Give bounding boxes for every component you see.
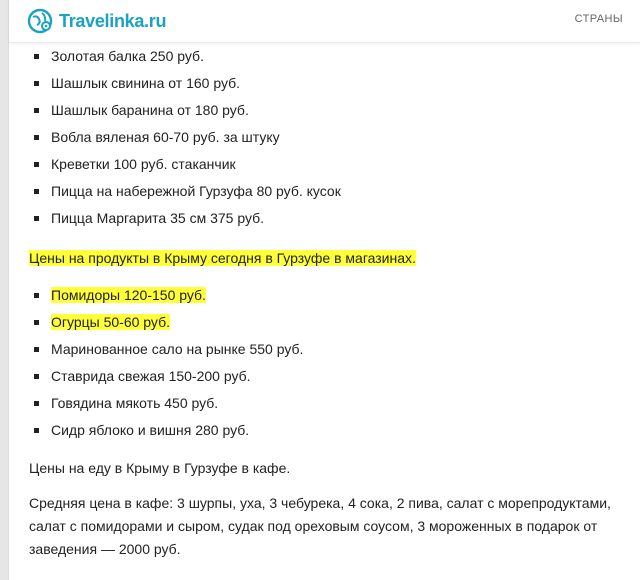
list-item: Маринованное сало на рынке 550 руб. (29, 336, 629, 363)
street-food-prices-list (29, 43, 629, 232)
list-item: Пицца на набережной Гурзуфа 80 руб. кусок (29, 178, 629, 205)
list-item: Золотая балка 250 руб. (29, 43, 629, 70)
shop-prices-list (29, 282, 629, 444)
shop-prices-heading (29, 248, 629, 268)
site-logo[interactable] (27, 5, 166, 37)
article-content (29, 43, 629, 561)
list-item: Вобла вяленая 60-70 руб. за штуку (29, 124, 629, 151)
highlighted-text: Огурцы 50-60 руб. (51, 314, 170, 330)
logo-text: Travelinka.ru (59, 10, 167, 31)
list-item: Шашлык баранина от 180 руб. (29, 97, 629, 124)
list-item: Шашлык свинина от 160 руб. (29, 70, 629, 97)
highlighted-text: Помидоры 120-150 руб. (51, 287, 206, 303)
average-cafe-price-paragraph: Средняя цена в кафе: 3 шурпы, уха, 3 чебурека, 4 сока, 2 пива, салат с морепродуктами, салат с помидорами и сыром, судак под ореховым соусом, 3 мороженных в подарок от заведения — 2000 руб. (29, 495, 611, 557)
highlighted-text: Цены на продукты в Крыму сегодня в Гурзуфе в магазинах. (29, 250, 416, 266)
list-item: Креветки 100 руб. стаканчик (29, 151, 629, 178)
site-header (9, 0, 640, 43)
list-item: Ставрида свежая 150-200 руб. (29, 363, 629, 390)
list-item: Говядина мякоть 450 руб. (29, 390, 629, 417)
list-item: Пицца Маргарита 35 см 375 руб. (29, 205, 629, 232)
list-item (29, 282, 629, 309)
page (8, 0, 640, 580)
nav-countries-link[interactable]: СТРАНЫ (574, 13, 623, 25)
cafe-prices-heading: Цены на еду в Крыму в Гурзуфе в кафе. (29, 460, 291, 476)
globe-pin-icon (27, 7, 55, 35)
list-item: Сидр яблоко и вишня 280 руб. (29, 417, 629, 444)
list-item (29, 309, 629, 336)
